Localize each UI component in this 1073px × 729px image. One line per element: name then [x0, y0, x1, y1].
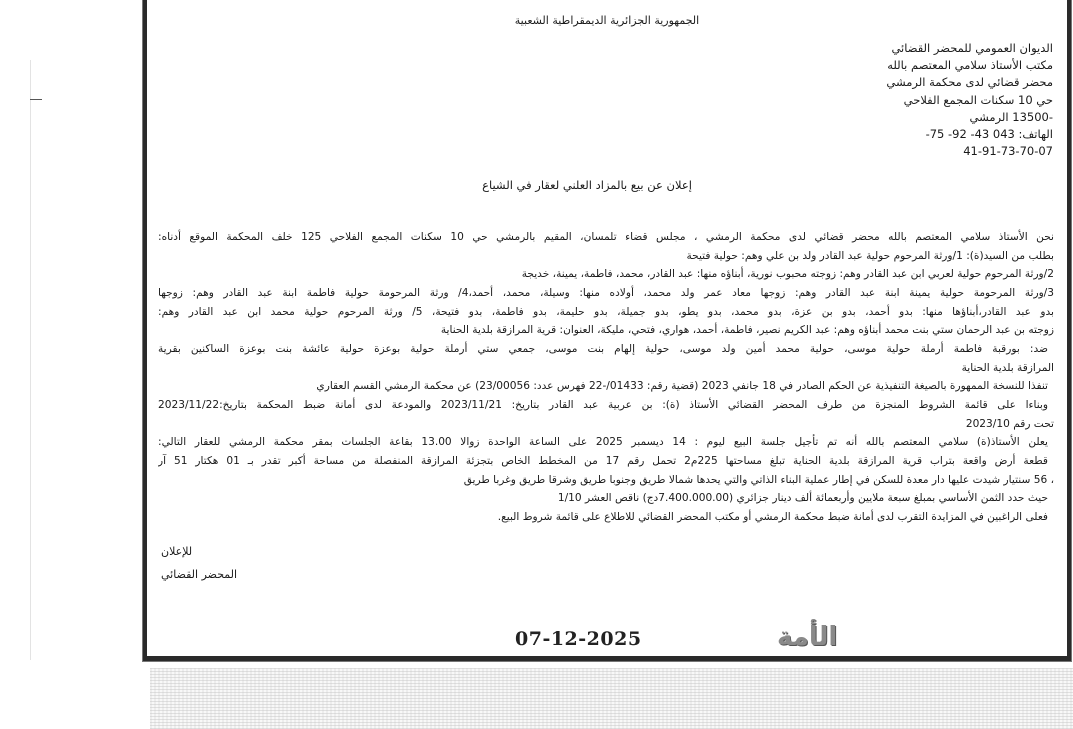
body-line: يعلن الأستاذ(ة) سلامي المعتصم بالله أنه تم تأجيل جلسة البيع ليوم : 14 ديسمبر 2025 على الساعة الواحدة زوالا 13.00 بقاعة الجلسات بمقر محكمة الرمشي للعقار التالي:	[158, 436, 1048, 449]
legal-notice-document	[143, 0, 1071, 661]
office-line: -13500 الرمشي	[969, 109, 1053, 124]
body-line: المرازقة بلدية الحناية	[961, 361, 1054, 374]
office-line: حي 10 سكنات المجمع الفلاحي	[903, 92, 1053, 107]
notice-body	[158, 228, 1054, 527]
scan-noise-overlay	[150, 668, 1073, 729]
scan-edge-line	[30, 60, 31, 660]
republic-heading: الجمهورية الجزائرية الديمقراطية الشعبية	[514, 14, 700, 27]
body-line: وبناءا على قائمة الشروط المنجزة من طرف المحضر القضائي الأستاذ (ة): بن عربية عبد القادر بتاريخ: 2023/11/21 والمودعة لدى أمانة ضبط المحكمة بتاريخ:2023/11/22	[158, 398, 1048, 411]
body-line: 2/ورثة المرحوم حولية لعربي ابن عبد القادر وهم: زوجته محبوب نورية، أبناؤه منها: عبد القادر، محمد، فاطمة، يمينة، خديجة	[521, 268, 1054, 281]
publication-date: 07-12-2025	[477, 628, 680, 652]
phone-line-2	[793, 143, 1053, 160]
notice-title: إعلان عن بيع بالمزاد العلني لعقار في الشياع	[482, 178, 692, 192]
phone-label: الهاتف:	[1018, 127, 1053, 142]
office-address-block	[793, 40, 1053, 160]
body-line: فعلى الراغبين في المزايدة التقرب لدى أمانة ضبط محكمة الرمشي أو مكتب المحضر القضائي للاطلاع على قائمة شروط البيع.	[497, 510, 1048, 523]
for-notice-label: للإعلان	[161, 545, 193, 558]
bailiff-label: المحضر القضائي	[161, 568, 238, 581]
body-line: بدو عبد القادر،أبناؤها منها: بدو أحمد، بدو بن عزة، بدو محمد، بدو يطو، بدو جميلة، بدو حليمة، بدو فاطمة، بدو فتيحة، 5/ ورثة المرحوم حولية محمد ابن عبد القادر وهم:	[158, 305, 1054, 318]
body-line: 3/ورثة المرحومة حولية يمينة ابنة عبد القادر وهم: زوجها معاد عمر ولد محمد، أولاده منها: وسيلة، محمد، أحمد،4/ ورثة المرحومة حولية فاطمة ابنة عبد القادر وهم: زوجها	[158, 286, 1054, 299]
body-line: بطلب من السيد(ة): 1/ورثة المرحوم حولية عبد القادر ولد بن علي وهم: حولية فتيحة	[686, 249, 1054, 262]
body-line: تحت رقم 2023/10	[965, 417, 1054, 430]
phone-number-2: 41-91-73-70-07	[963, 144, 1053, 159]
office-line: الديوان العمومي للمحضر القضائي	[891, 41, 1053, 55]
office-line: محضر قضائي لدى محكمة الرمشي	[886, 75, 1053, 90]
body-line: ضد: بورقبة فاطمة أرملة حولية موسى، حولية محمد أمين ولد موسى، حولية إلهام بنت موسى، جمعي ستي أرملة حولية بوعزة حولية عائشة بنت بوعزة الساكنين بقرية	[158, 342, 1048, 355]
body-line: نحن الأستاذ سلامي المعتصم بالله محضر قضائي لدى محكمة الرمشي ، مجلس قضاء تلمسان، المقيم بالرمشي حي 10 سكنات المجمع الفلاحي 125 خلف المحكمة الموقع أدناه:	[158, 231, 1054, 243]
body-line: تنفذا للنسخة الممهورة بالصيغة التنفيذية عن الحكم الصادر في 18 جانفي 2023 (قضية رقم: 01433/-22 فهرس عدد: 23/00056) عن محكمة الرمشي القسم العقاري	[316, 380, 1048, 393]
office-line: مكتب الأستاذ سلامي المعتصم بالله	[887, 58, 1053, 73]
scan-mark	[30, 99, 42, 100]
body-line: حيث حدد الثمن الأساسي بمبلغ سبعة ملايين وأربعمائة ألف دينار جزائري (7.400.000.00دج) ناقص العشر 1/10	[557, 492, 1048, 505]
signature-block	[161, 540, 237, 586]
body-line: زوجته بن عبد الرحمان ستي بنت محمد أبناؤه وهم: عبد الكريم نصير، فاطمة، أحمد، هواري، فتحي، مليكة، العنوان: قرية المرازقة بلدية الحناية	[440, 324, 1054, 337]
newspaper-logo: الأمة	[777, 622, 838, 652]
phone-number: -75 -92 -43 043	[925, 127, 1015, 142]
phone-line	[793, 126, 1053, 143]
body-line: ، 56 سنتيار شيدت عليها دار معدة للسكن في إطار عملية البناء الذاتي والتي يحدها شمالا طريق وجنوبا طريق وشرقا طريق وغربا طريق	[463, 473, 1054, 486]
body-line: قطعة أرض واقعة بتراب قرية المرازقة بلدية الحناية تبلغ مساحتها 225م2 تحمل رقم 17 من المخطط الخاص بتجزئة المرازقة المنفصلة من مساحة أكبر تقدر بـ 01 هكتار 51 آر	[158, 454, 1048, 467]
